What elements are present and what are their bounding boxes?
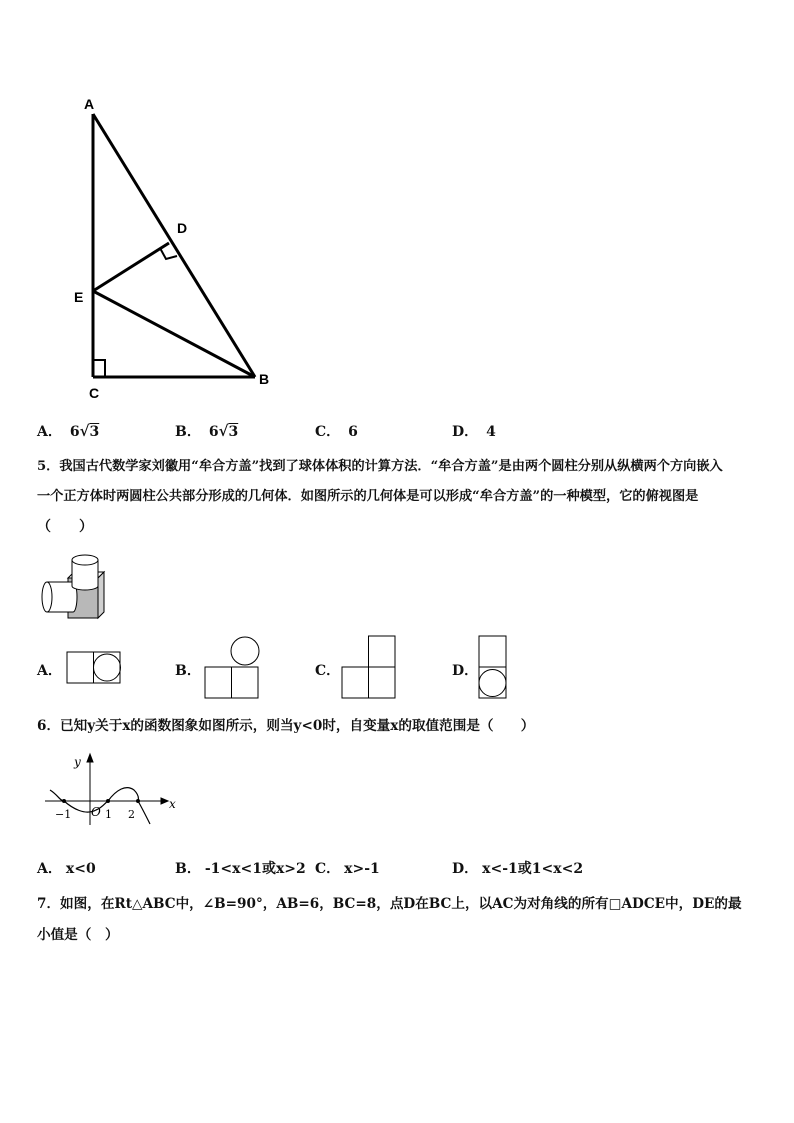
q5-stem-line-2: 一个正方体时两圆柱公共部分形成的几何体．如图所示的几何体是可以形成“牟合方盖”的一种模型，它的俯视图是 [37,489,699,504]
q6-option-d[interactable] [452,858,583,878]
q5-stem-line-1: 5．我国古代数学家刘徽用“牟合方盖”找到了球体体积的计算方法．“牟合方盖”是由两个圆柱分别从纵横两个方向嵌入 [37,459,723,474]
tick-label-2: 2 [128,808,135,821]
option-letter: A． [37,663,62,679]
segment-EB [93,291,255,377]
x-axis-label: x [169,797,176,811]
q5-answer-blank: （ ） [37,519,93,535]
q4-option-d[interactable] [452,421,496,441]
option-letter: B． [175,663,201,679]
q5-option-d-figure [477,634,509,700]
option-value: x<0 [65,861,96,877]
q5-option-d[interactable] [452,660,478,680]
q4-triangle-figure [60,90,290,410]
option-letter: B． [175,861,201,877]
label-C: C [89,385,100,401]
option-value: 6√3 [208,422,239,440]
q4-option-c[interactable] [315,421,358,441]
segment-AB [93,114,255,377]
origin-label: O [91,805,101,819]
q6-option-a[interactable] [37,858,96,878]
option-value: 4 [486,424,496,440]
option-letter: C． [315,663,341,679]
option-letter: C． [315,861,341,877]
tick-label-1: 1 [105,808,112,821]
q5-option-b[interactable] [175,660,201,680]
option-letter: D． [452,424,479,440]
q4-option-b[interactable] [175,421,238,441]
option-letter: D． [452,861,479,877]
q7-stem-line-2: 小值是（ ） [37,927,119,943]
option-value: 6√3 [69,422,100,440]
option-value: -1<x<1或x>2 [204,861,306,877]
q5-option-b-figure [204,634,260,700]
label-D: D [177,220,188,236]
option-letter: C． [315,424,341,440]
q5-solid-figure [40,552,106,622]
label-B: B [259,371,270,387]
right-angle-mark-D [160,248,177,259]
option-value: x<-1或1<x<2 [482,861,584,877]
q6-option-c[interactable] [315,858,380,878]
q6-stem: 6．已知y关于x的函数图象如图所示，则当y<0时，自变量x的取值范围是（ ） [37,718,535,734]
y-axis-label: y [74,755,81,769]
right-angle-mark-C [93,360,105,377]
option-letter: D． [452,663,479,679]
q4-option-a[interactable] [37,421,99,441]
q5-option-c-figure [341,634,397,700]
q6-function-graph [40,750,190,830]
q7-stem-line-1: 7．如图，在Rt△ABC中，∠B=90°，AB=6，BC=8，点D在BC上，以AC为对角线的所有□ADCE中，DE的最 [37,896,742,912]
option-value: x>-1 [344,861,380,877]
q5-option-a[interactable] [37,660,62,680]
q5-option-a-figure [66,650,122,686]
q6-option-b[interactable] [175,858,306,878]
tick-label-neg1: −1 [55,808,72,821]
option-letter: A． [37,861,62,877]
q5-option-c[interactable] [315,660,340,680]
label-E: E [74,289,84,305]
option-letter: A． [37,424,62,440]
label-A: A [84,96,95,112]
option-value: 6 [348,424,358,440]
segment-ED [93,243,169,291]
option-letter: B． [175,424,201,440]
